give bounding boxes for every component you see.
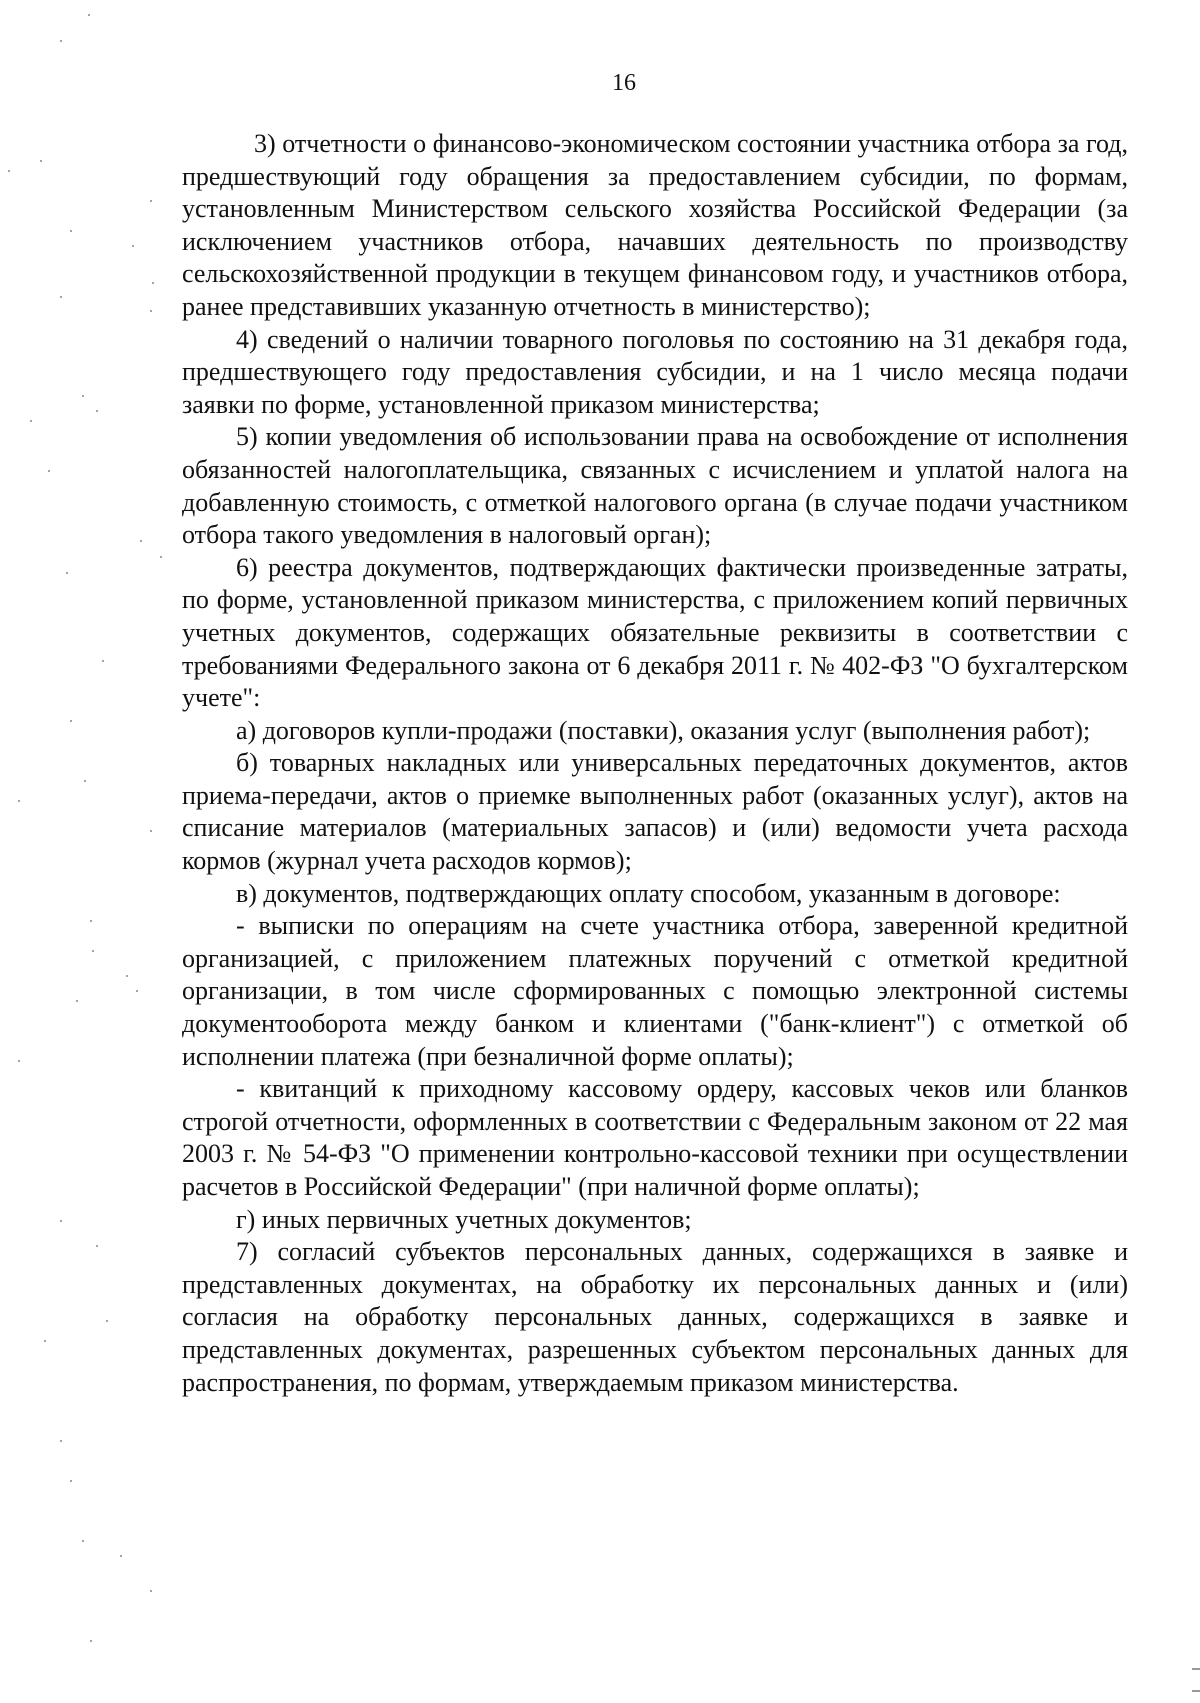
paragraph-subitem-v: в) документов, подтверждающих оплату способом, указанным в договоре: (236, 878, 1061, 908)
scan-speck (18, 1060, 20, 1062)
paragraph-subitem-g: г) иных первичных учетных документов; (236, 1204, 692, 1234)
scan-edge-mark (1192, 1668, 1200, 1670)
paragraph-item-5: 5) копии уведомления об использовании права на освобождение от исполнения обязанностей налогоплательщика, связанных с исчислением и уплатой налога на добавленную стоимость, с отметкой налогового органа (в случае подачи участником отбора такого уведомления в налоговый орган); (182, 422, 1128, 550)
scan-speck (160, 556, 162, 558)
scan-speck (120, 1555, 122, 1557)
paragraph-item-4: 4) сведений о наличии товарного поголовья по состоянию на 31 декабря года, предшествующего году предоставления субсидии, и на 1 число месяца подачи заявки по форме, установленной приказом министерства; (182, 324, 1128, 419)
scan-speck (82, 1540, 84, 1542)
paragraph-item-7: 7) согласий субъектов персональных данных, содержащихся в заявке и представленных документах, на обработку их персональных данных и (или) согласия на обработку персональных данных, содержащихся в заявке и представленных документах, разрешенных субъектом персональных данных для распространения, по формам, утверждаемым приказом министерства. (182, 1237, 1128, 1397)
scan-speck (150, 200, 152, 202)
scan-speck (90, 1640, 92, 1642)
scan-speck (136, 990, 138, 992)
scan-speck (90, 920, 92, 922)
scan-speck (92, 950, 94, 952)
scan-speck (44, 1340, 46, 1342)
paragraph-dash-cash-receipts: - квитанций к приходному кассовому ордеру, кассовых чеков или бланков строгой отчетности, оформленных в соответствии с Федеральным законом от 22 мая 2003 г. № 54-ФЗ "О применении контрольно-кассовой техники при осуществлении расчетов в Российской Федерации" (при наличной форме оплаты); (182, 1074, 1128, 1201)
scan-speck (76, 1000, 78, 1002)
scan-margin-specks (0, 0, 200, 1703)
scan-speck (60, 1440, 62, 1442)
scan-speck (18, 800, 20, 802)
scan-speck (150, 1590, 152, 1592)
document-body (182, 128, 1128, 1399)
scan-speck (88, 14, 90, 16)
scan-speck (106, 1320, 108, 1322)
paragraph-item-6: 6) реестра документов, подтверждающих фактически произведенные затраты, по форме, установленной приказом министерства, с приложением копий первичных учетных документов, содержащих обязательные реквизиты в соответствии с требованиями Федерального закона от 6 декабря 2011 г. № 402-ФЗ "О бухгалтерском учете": (182, 552, 1128, 713)
scan-speck (70, 1480, 72, 1482)
scan-speck (66, 572, 68, 574)
paragraph-subitem-b: б) товарных накладных или универсальных передаточных документов, актов приема-передачи, актов о приемке выполненных работ (оказанных услуг), актов на списание материалов (материальных запасов) и (или) ведомости учета расхода кормов (журнал учета расходов кормов); (182, 748, 1128, 876)
scan-speck (126, 975, 128, 977)
scan-speck (70, 230, 72, 232)
scan-speck (150, 830, 152, 832)
scan-speck (96, 410, 98, 412)
paragraph-dash-bank-statement: - выписки по операциям на счете участника отбора, заверенной кредитной организацией, с приложением платежных поручений с отметкой кредитной организации, в том числе сформированных с помощью электронной системы документооборота между банком и клиентами ("банк-клиент") с отметкой об исполнении платежа (при безналичной форме оплаты); (182, 911, 1128, 1071)
scan-speck (150, 310, 152, 312)
scan-speck (70, 720, 72, 722)
scan-speck (48, 470, 50, 472)
scan-speck (132, 245, 134, 247)
scan-speck (140, 540, 142, 542)
scan-speck (152, 282, 154, 284)
scan-speck (8, 170, 10, 172)
scan-speck (40, 160, 42, 162)
scan-speck (60, 1220, 62, 1222)
paragraph-item-3: 3) отчетности о финансово-экономическом состоянии участника отбора за год, предшествующий году обращения за предоставлением субсидии, по формам, установленным Министерством сельского хозяйства Российской Федерации (за исключением участников отбора, начавших деятельность по производству сельскохозяйственной продукции в текущем финансовом году, и участников отбора, ранее представивших указанную отчетность в министерство); (182, 129, 1128, 321)
scan-speck (30, 420, 32, 422)
scan-speck (60, 40, 62, 42)
paragraph-subitem-a: а) договоров купли-продажи (поставки), оказания услуг (выполнения работ); (236, 715, 1091, 745)
scan-speck (96, 1245, 98, 1247)
scan-speck (84, 780, 86, 782)
page-number: 16 (612, 70, 636, 96)
scan-speck (82, 395, 84, 397)
scan-speck (60, 296, 62, 298)
scan-edge-mark (1192, 1690, 1200, 1692)
scan-speck (102, 660, 104, 662)
